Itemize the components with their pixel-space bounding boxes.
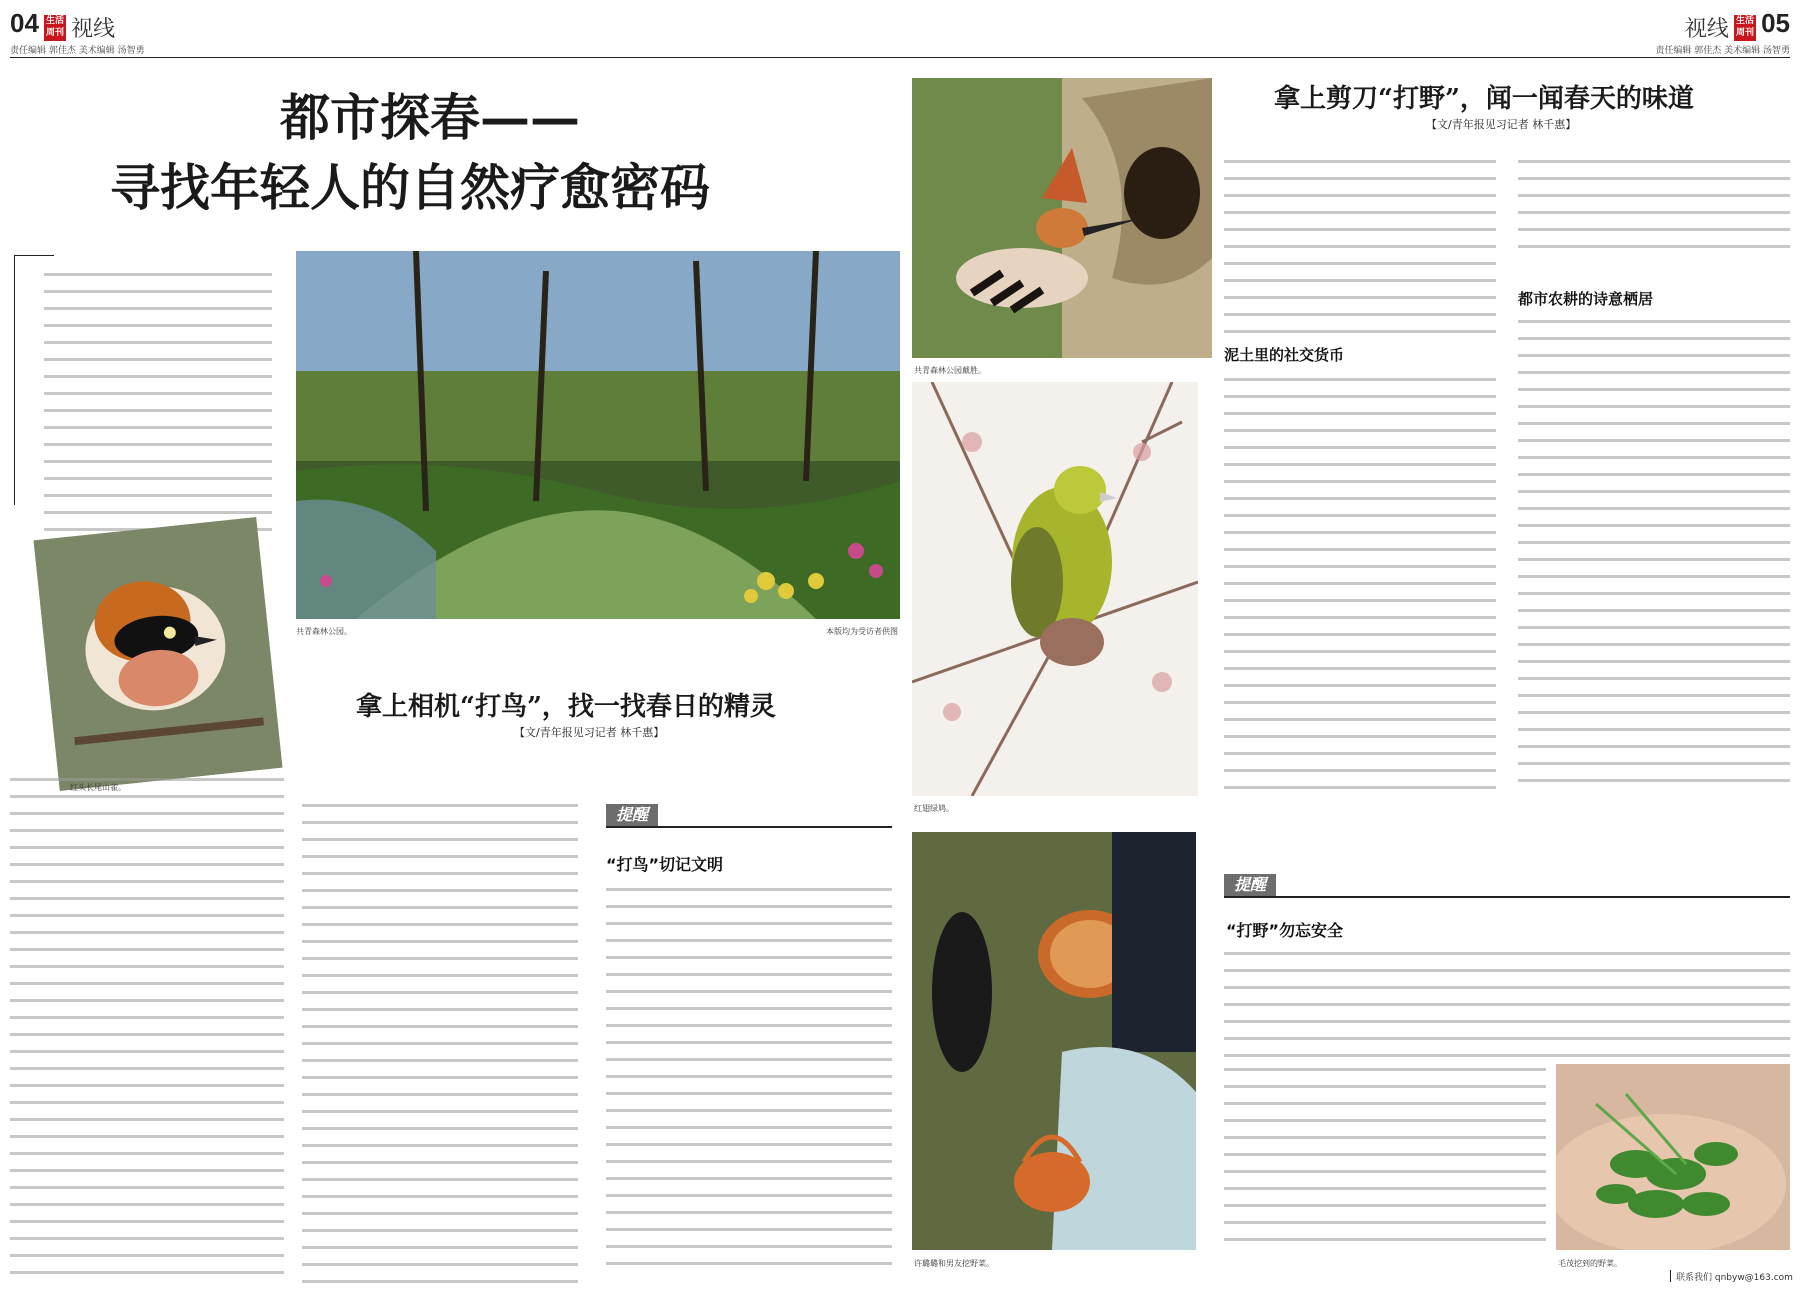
herb-article-byline: 【文/青年报见习记者 林千惠】 (1426, 118, 1577, 131)
herb-article-col1-top (1224, 160, 1496, 347)
right-editors: 责任编辑 郭佳杰 美术编辑 汤智勇 (1655, 46, 1790, 56)
herb-article-col1-bottom (1224, 378, 1496, 803)
left-editors: 责任编辑 郭佳杰 美术编辑 汤智勇 (10, 46, 145, 56)
caption-warbler: 红头长尾山雀。 (70, 783, 126, 792)
right-section-name: 视线 (1684, 17, 1729, 42)
herb-subhead-farming: 都市农耕的诗意栖居 (1518, 290, 1654, 308)
herb-article-title: 拿上剪刀“打野”，闻一闻春天的味道 (1274, 84, 1694, 114)
photo-warbler (33, 517, 282, 791)
herb-tip-label: 提醒 (1224, 874, 1276, 896)
bird-tip-body (606, 888, 892, 1279)
herb-article-col2-bottom (1518, 320, 1790, 796)
caption-pigeon: 红翅绿鸠。 (914, 804, 954, 813)
caption-foragers: 许璐璐和男友挖野菜。 (914, 1259, 994, 1268)
main-title-line2: 寻找年轻人的自然疗愈密码 (110, 158, 710, 217)
main-title-line1: 都市探春—— (280, 88, 580, 147)
brand-logo: 生活周刊 (44, 15, 66, 41)
caption-park: 共青森林公园。 (296, 627, 352, 636)
caption-credit: 本版均为受访者供图 (826, 627, 898, 636)
footer-rule (1670, 1270, 1671, 1282)
left-section-name: 视线 (71, 17, 116, 42)
footer-contact: 联系我们 qnbyw@163.com (1676, 1273, 1793, 1283)
bird-article-title: 拿上相机“打鸟”，找一找春日的精灵 (356, 692, 776, 722)
photo-foragers (912, 832, 1196, 1250)
caption-hoopoe: 共青森林公园戴胜。 (914, 366, 986, 375)
brand-logo: 生活周刊 (1734, 15, 1756, 41)
left-page-header (10, 8, 210, 56)
bird-article-byline: 【文/青年报见习记者 林千惠】 (514, 726, 665, 739)
herb-subhead-social: 泥土里的社交货币 (1224, 346, 1345, 364)
bird-article-col1 (10, 778, 284, 1288)
intro-text (44, 273, 272, 545)
herb-article-col2-top (1518, 160, 1790, 262)
bird-article-col2 (302, 804, 578, 1297)
header-rule (10, 57, 1790, 58)
photo-greens (1556, 1064, 1790, 1250)
herb-tip-body-top (1224, 952, 1790, 1071)
bird-tip-title: “打鸟”切记文明 (606, 855, 724, 874)
photo-hoopoe (912, 78, 1212, 358)
left-page-number: 04 (10, 8, 39, 38)
herb-tip-title: “打野”勿忘安全 (1226, 921, 1344, 940)
herb-tip-rule (1224, 896, 1790, 898)
herb-tip-body-bottom (1224, 1068, 1546, 1255)
bird-tip-rule (606, 826, 892, 828)
right-page-number: 05 (1761, 8, 1790, 38)
caption-greens: 毛茂挖到的野菜。 (1558, 1259, 1622, 1268)
photo-pigeon (912, 382, 1198, 796)
bird-tip-label: 提醒 (606, 804, 658, 826)
photo-park (296, 251, 900, 619)
right-page-header (1600, 8, 1790, 56)
